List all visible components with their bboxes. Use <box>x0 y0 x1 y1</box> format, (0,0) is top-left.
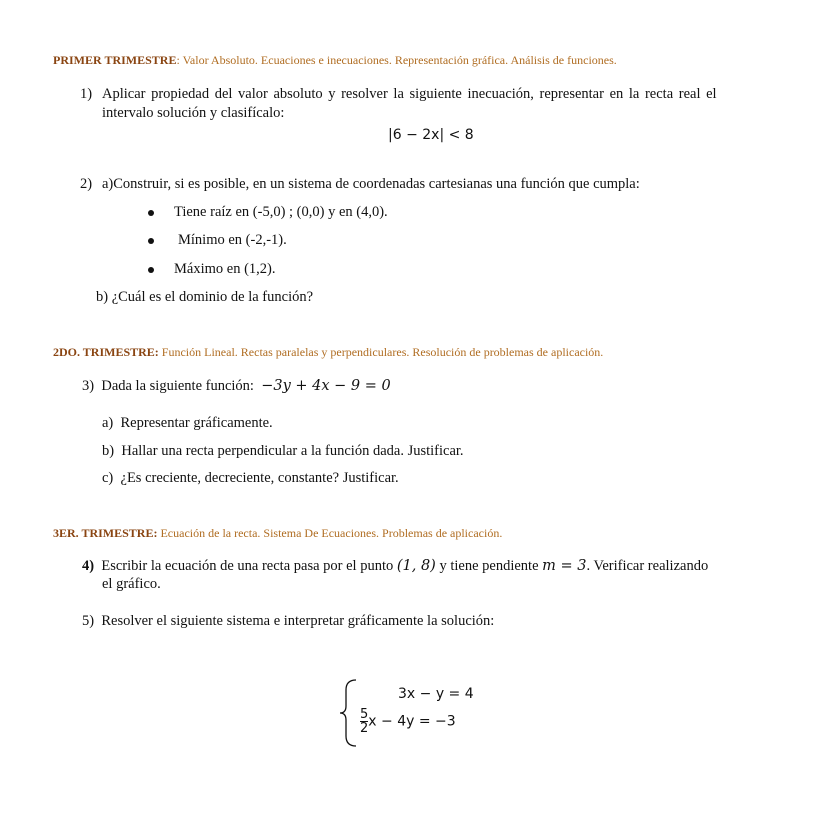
q5: 5) Resolver el siguiente sistema e interpretar gráficamente la solución: <box>82 613 495 629</box>
section-header-1: PRIMER TRIMESTRE: Valor Absoluto. Ecuaciones e inecuaciones. Representación gráfica. Análisis de funciones. <box>53 53 617 67</box>
system-eq-2: $\frac{5}{2}$ x − 4y = −3 <box>360 707 456 736</box>
left-brace-icon <box>338 678 360 748</box>
section-header-2: 2DO. TRIMESTRE: Función Lineal. Rectas paralelas y perpendiculares. Resolución de problemas de aplicación. <box>53 345 604 359</box>
system-eq-1: 3x − y = 4 <box>398 686 474 702</box>
section-header-3: 3ER. TRIMESTRE: Ecuación de la recta. Sistema De Ecuaciones. Problemas de aplicación. <box>53 526 503 540</box>
q3-item: a) Representar gráficamente. <box>102 415 273 431</box>
q1-text-2: intervalo solución y clasifícalo: <box>102 105 285 121</box>
q3-item: c) ¿Es creciente, decreciente, constante? Justificar. <box>102 470 399 486</box>
bullet-item: Máximo en (1,2). <box>148 261 275 278</box>
q4: 4) Escribir la ecuación de una recta pasa por el punto (1, 8) y tiene pendiente m = 3. Verificar realizando <box>82 558 709 574</box>
q1-text: Aplicar propiedad del valor absoluto y resolver la siguiente inecuación, representar en la recta real el <box>102 86 717 102</box>
q4-text-2: el gráfico. <box>102 576 161 592</box>
q2-number: 2) <box>80 176 93 192</box>
q2-intro: a)Construir, si es posible, en un sistema de coordenadas cartesianas una función que cumpla: <box>102 176 640 192</box>
q3-item: b) Hallar una recta perpendicular a la función dada. Justificar. <box>102 443 464 459</box>
q1-formula: |6 − 2x| < 8 <box>388 127 474 143</box>
bullet-item: Tiene raíz en (-5,0) ; (0,0) y en (4,0). <box>148 204 388 221</box>
q2-b: b) ¿Cuál es el dominio de la función? <box>96 289 314 305</box>
bullet-item: Mínimo en (-2,-1). <box>148 232 287 249</box>
q1-number: 1) <box>80 86 93 102</box>
q3: 3) Dada la siguiente función: −3y + 4x − 9 = 0 <box>82 378 391 394</box>
